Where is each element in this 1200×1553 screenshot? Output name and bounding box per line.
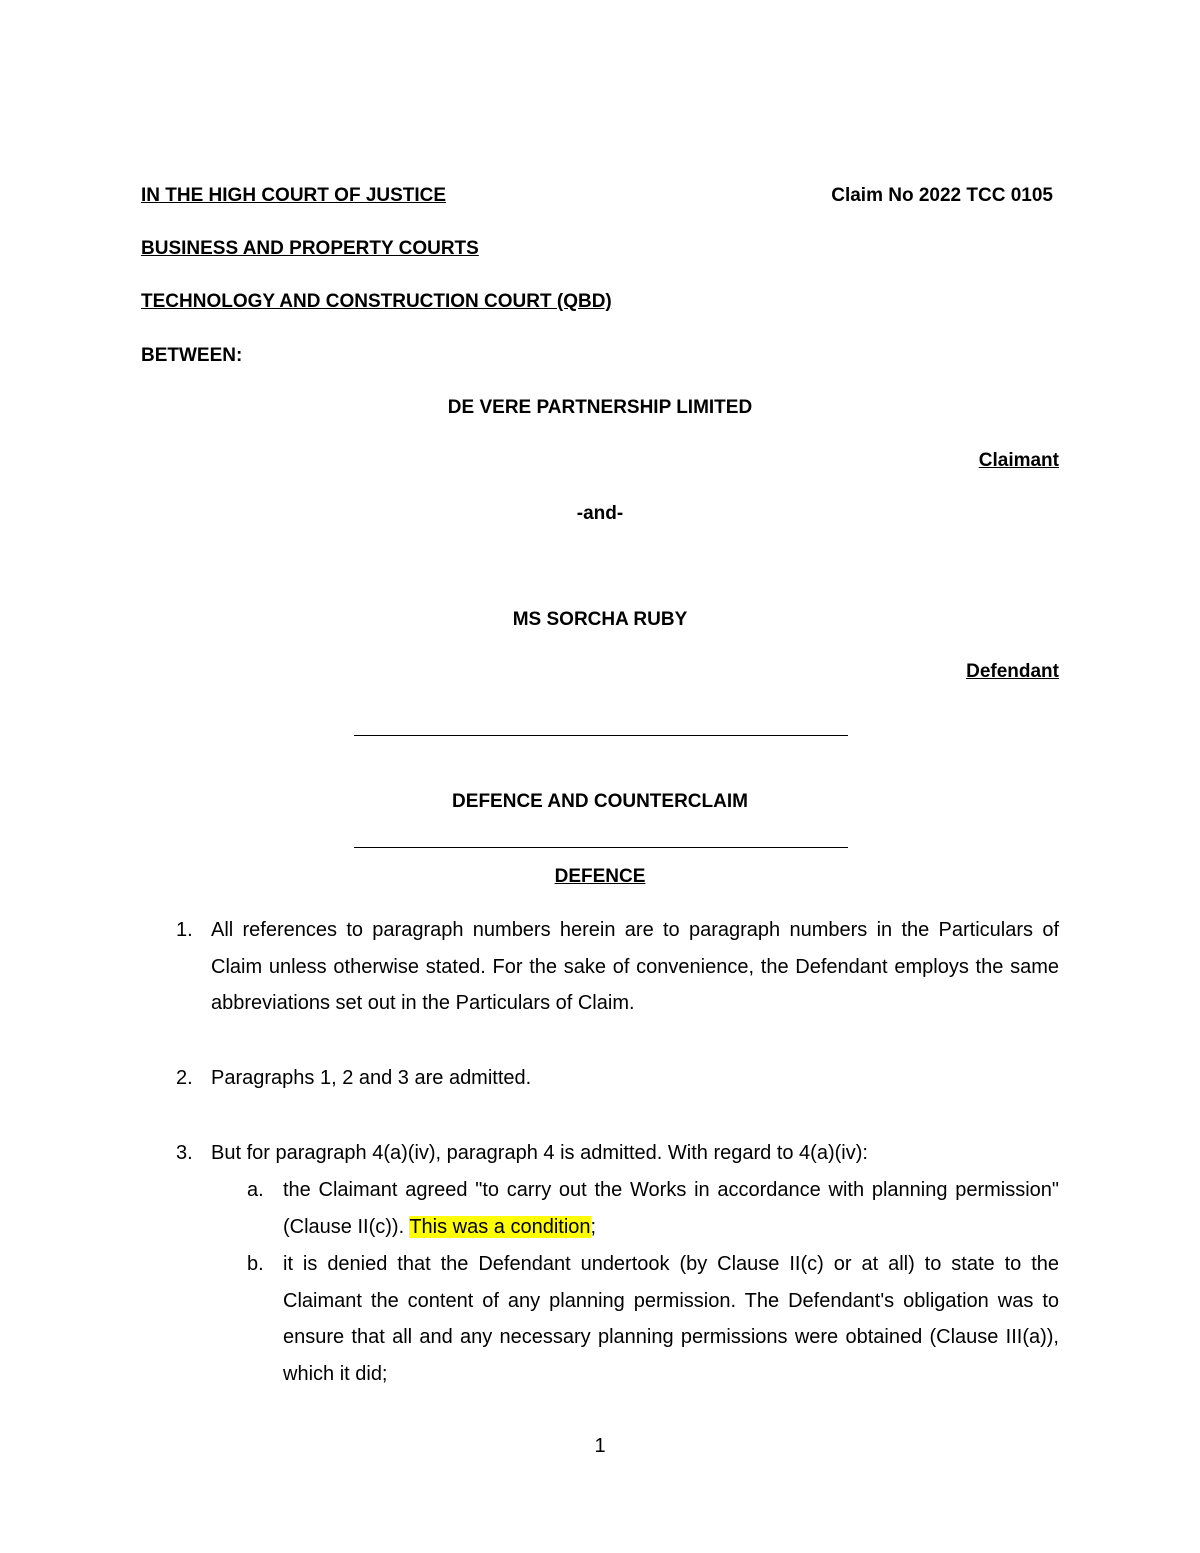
document-title: DEFENCE AND COUNTERCLAIM [452, 791, 748, 812]
claim-number: Claim No 2022 TCC 0105 [831, 185, 1053, 206]
paragraph: Paragraphs 1, 2 and 3 are admitted. [211, 1067, 532, 1089]
claimant-label: Claimant [978, 450, 1059, 471]
paragraph-number: 1. [176, 919, 193, 941]
subitem-text: the Claimant agreed "to carry out the Works in accordance with planning permission" (Clause II(c)). [283, 1179, 1059, 1238]
divider-bottom [354, 847, 848, 848]
highlighted-text: This was a condition [409, 1215, 591, 1238]
court-list: TECHNOLOGY AND CONSTRUCTION COURT (QBD) [141, 291, 612, 312]
paragraph-number: 2. [176, 1067, 193, 1089]
subitem [283, 1172, 1059, 1245]
page-number: 1 [594, 1435, 606, 1457]
court-name: IN THE HIGH COURT OF JUSTICE [141, 185, 447, 206]
paragraph-number: 3. [176, 1142, 193, 1164]
division: BUSINESS AND PROPERTY COURTS [141, 238, 479, 259]
between-label: BETWEEN: [141, 345, 243, 366]
claimant-name: DE VERE PARTNERSHIP LIMITED [447, 397, 753, 418]
paragraph: All references to paragraph numbers herein are to paragraph numbers in the Particulars of Claim unless otherwise stated. For the sake of convenience, the Defendant employs the same abbreviations set out in the Particulars of Claim. [211, 919, 1059, 1015]
section-heading: DEFENCE [554, 866, 646, 887]
defendant-label: Defendant [966, 661, 1059, 682]
subitem-tail: ; [590, 1215, 597, 1238]
subitem-label: b. [247, 1253, 264, 1275]
defendant-name: MS SORCHA RUBY [512, 609, 688, 630]
subitem: it is denied that the Defendant undertook (by Clause II(c) or at all) to state to the Claimant the content of any planning permission. The Defendant's obligation was to ensure that all and any necessary planning permissions were obtained (Clause III(a)), which it did; [283, 1253, 1059, 1386]
and-separator: -and- [576, 503, 624, 524]
paragraph: But for paragraph 4(a)(iv), paragraph 4 is admitted. With regard to 4(a)(iv): [211, 1142, 868, 1164]
subitem-label: a. [247, 1179, 264, 1201]
divider-top [354, 735, 848, 736]
